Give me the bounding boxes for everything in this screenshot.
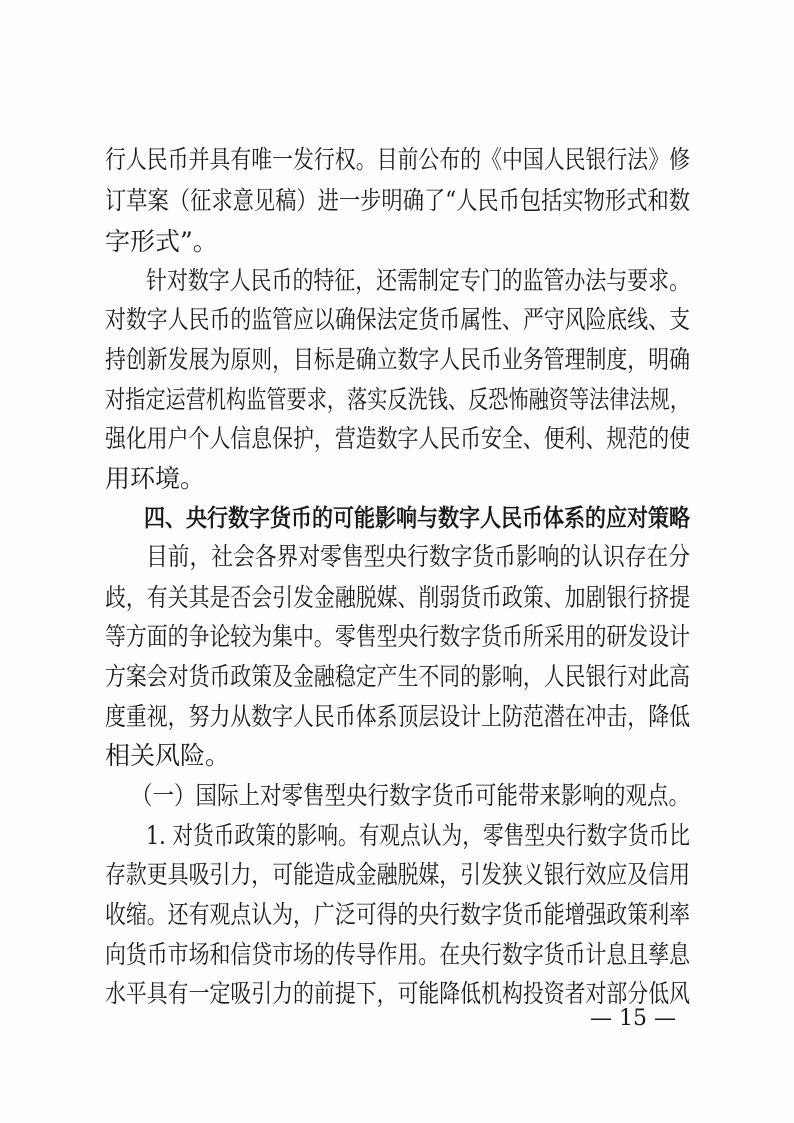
text-line: 歧，有关其是否会引发金融脱媒、削弱货币政策、加剧银行挤提: [105, 583, 690, 612]
text-line: 持创新发展为原则，目标是确立数字人民币业务管理制度，明确: [105, 345, 690, 374]
text-line: 行人民币并具有唯一发行权。目前公布的《中国人民银行法》修: [105, 145, 690, 174]
text-line: 用环境。: [105, 464, 206, 493]
text-line: 存款更具吸引力，可能造成金融脱媒，引发狭义银行效应及信用: [105, 860, 690, 889]
text-line: 相关风险。: [105, 741, 231, 770]
page-number: — 15 —: [590, 1006, 676, 1031]
text-line: 向货币市场和信贷市场的传导作用。在央行数字货币计息且孳息: [105, 940, 690, 969]
text-line: 目前，社会各界对零售型央行数字货币影响的认识存在分: [146, 542, 690, 571]
text-line: 度重视，努力从数字人民币体系顶层设计上防范潜在冲击，降低: [105, 702, 690, 731]
text-line: 针对数字人民币的特征，还需制定专门的监管办法与要求。: [146, 266, 690, 295]
text-line: 水平具有一定吸引力的前提下，可能降低机构投资者对部分低风: [105, 979, 690, 1008]
text-line: 字形式”。: [105, 227, 218, 256]
text-line: 对数字人民币的监管应以确保法定货币属性、严守风险底线、支: [105, 305, 690, 334]
text-line: 对指定运营机构监管要求，落实反洗钱、反恐怖融资等法律法规，: [105, 385, 690, 414]
text-line: 1. 对货币政策的影响。有观点认为，零售型央行数字货币比: [146, 821, 690, 850]
text-line: 强化用户个人信息保护，营造数字人民币安全、便利、规范的使: [105, 424, 690, 453]
subsection-heading: （一）国际上对零售型央行数字货币可能带来影响的观点。: [131, 781, 690, 810]
text-line: 方案会对货币政策及金融稳定产生不同的影响，人民银行对此高: [105, 662, 690, 691]
text-line: 等方面的争论较为集中。零售型央行数字货币所采用的研发设计: [105, 622, 690, 651]
section-heading: 四、央行数字货币的可能影响与数字人民币体系的应对策略: [144, 504, 690, 532]
text-line: 收缩。还有观点认为，广泛可得的央行数字货币能增强政策利率: [105, 900, 690, 929]
text-line: 订草案（征求意见稿）进一步明确了“人民币包括实物形式和数: [105, 186, 690, 215]
